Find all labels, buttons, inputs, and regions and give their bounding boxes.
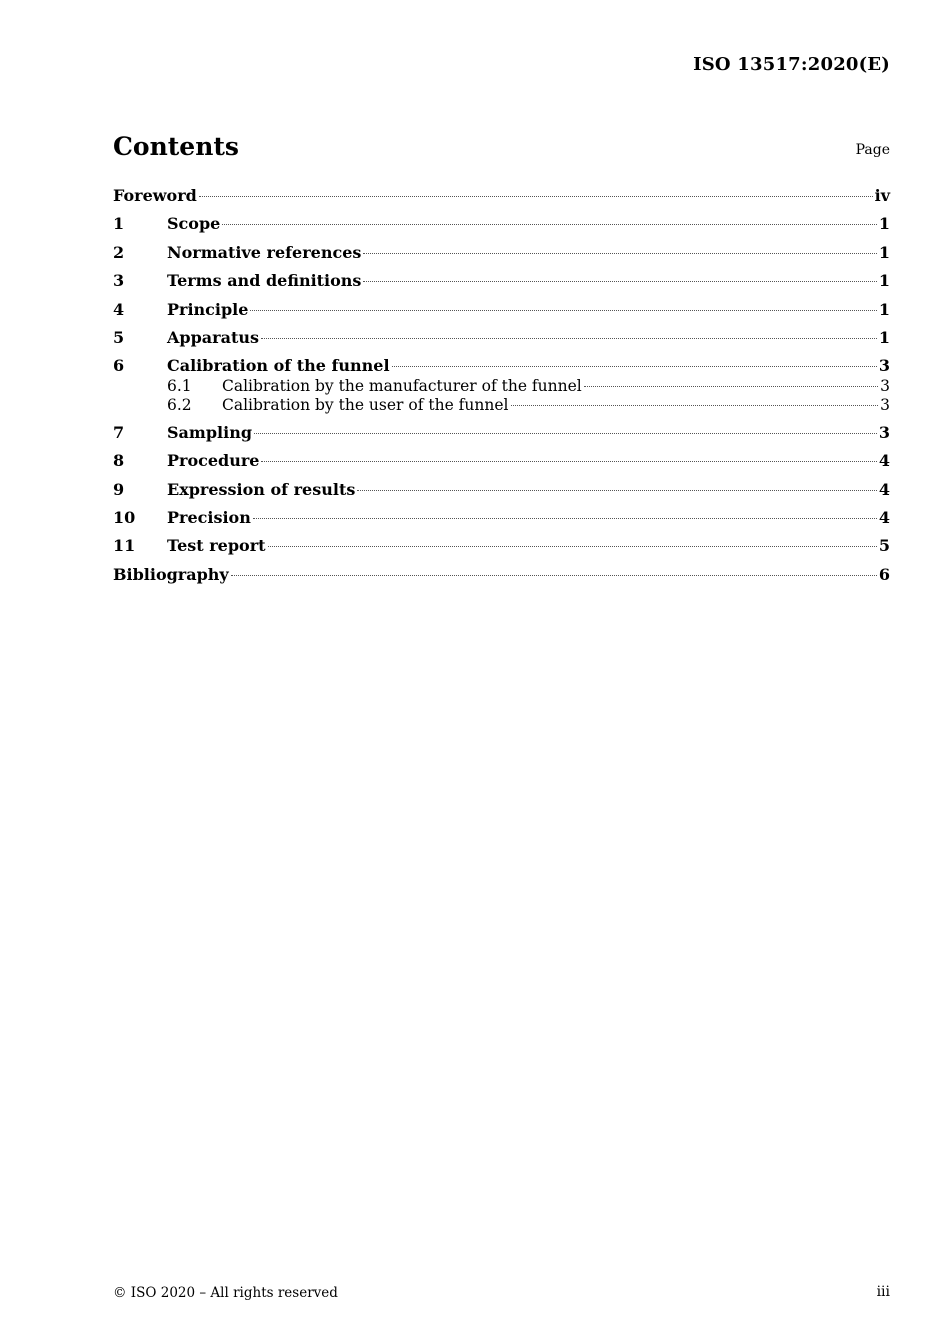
toc-entry-page: 1 [878,271,890,291]
dot-leader [231,575,877,576]
toc-entry-number: 10 [113,507,136,527]
toc-entry-test-report[interactable] [113,536,890,564]
toc-entry-title: Foreword [113,186,197,205]
toc-entry-page: 1 [878,327,890,347]
toc-entry-procedure[interactable] [113,451,890,479]
toc-entry-page: 4 [878,479,890,499]
toc-entry-normative-references[interactable] [113,243,890,271]
dot-leader [363,253,876,254]
table-of-contents [113,186,890,593]
toc-entry-title: Normative references [167,242,362,262]
toc-entry-number: 11 [113,536,136,556]
dot-leader [511,405,879,406]
toc-entry-terms-and-definitions[interactable] [113,271,890,299]
toc-entry-principle[interactable] [113,300,890,328]
toc-entry-bibliography[interactable] [113,565,890,593]
toc-entry-apparatus[interactable] [113,328,890,356]
toc-entry-number: 4 [113,299,125,319]
toc-entry-sampling[interactable] [113,423,890,451]
toc-entry-title: Expression of results [167,479,356,499]
toc-entry-title: Apparatus [167,327,259,347]
toc-entry-title: Precision [167,507,251,527]
toc-entry-number: 5 [113,327,125,347]
toc-entry-page: iv [874,186,890,205]
dot-leader [357,490,877,491]
toc-entry-foreword[interactable] [113,186,890,214]
toc-entry-number: 8 [113,451,125,471]
toc-entry-number: 1 [113,214,125,234]
dot-leader [261,338,877,339]
toc-entry-scope[interactable] [113,214,890,242]
toc-entry-title: Bibliography [113,564,229,584]
dot-leader [254,433,877,434]
dot-leader [250,310,876,311]
toc-entry-page: 3 [880,395,890,414]
toc-entry-number: 3 [113,271,125,291]
toc-entry-number: 6.2 [167,395,192,414]
toc-entry-number: 7 [113,422,125,442]
toc-entry-page: 1 [878,242,890,262]
toc-entry-page: 3 [878,356,890,376]
dot-leader [199,196,873,197]
toc-entry-title: Procedure [167,451,260,471]
dot-leader [363,281,876,282]
dot-leader [253,518,877,519]
toc-entry-number: 6 [113,356,125,376]
toc-entry-page: 1 [878,214,890,234]
toc-entry-number: 2 [113,242,125,262]
toc-entry-precision[interactable] [113,508,890,536]
toc-entry-page: 3 [880,376,890,395]
toc-entry-number: 6.1 [167,376,192,395]
dot-leader [392,366,877,367]
page-number: iii [876,1284,890,1300]
toc-entry-title: Scope [167,214,221,234]
toc-subentry-calibration-by-manufacturer[interactable] [113,377,890,396]
toc-entry-page: 5 [878,536,890,556]
toc-entry-title: Terms and definitions [167,271,362,291]
toc-entry-page: 1 [878,299,890,319]
document-id: ISO 13517:2020(E) [693,54,890,75]
toc-entry-title: Calibration by the manufacturer of the funnel [222,376,582,395]
toc-entry-page: 3 [878,422,890,442]
page-column-label: Page [855,142,890,158]
contents-title: Contents [113,132,240,161]
toc-entry-page: 6 [878,564,890,584]
dot-leader [584,386,878,387]
toc-subentry-calibration-by-user[interactable] [113,396,890,415]
toc-entry-expression-of-results[interactable] [113,480,890,508]
dot-leader [261,461,876,462]
toc-entry-title: Calibration of the funnel [167,356,390,376]
toc-entry-title: Principle [167,299,249,319]
toc-entry-page: 4 [878,507,890,527]
dot-leader [222,224,877,225]
toc-entry-number: 9 [113,479,125,499]
toc-entry-title: Sampling [167,422,253,442]
toc-entry-title: Test report [167,536,266,556]
toc-entry-title: Calibration by the user of the funnel [222,395,509,414]
copyright-notice: © ISO 2020 – All rights reserved [113,1285,338,1301]
toc-entry-page: 4 [878,451,890,471]
dot-leader [268,546,877,547]
